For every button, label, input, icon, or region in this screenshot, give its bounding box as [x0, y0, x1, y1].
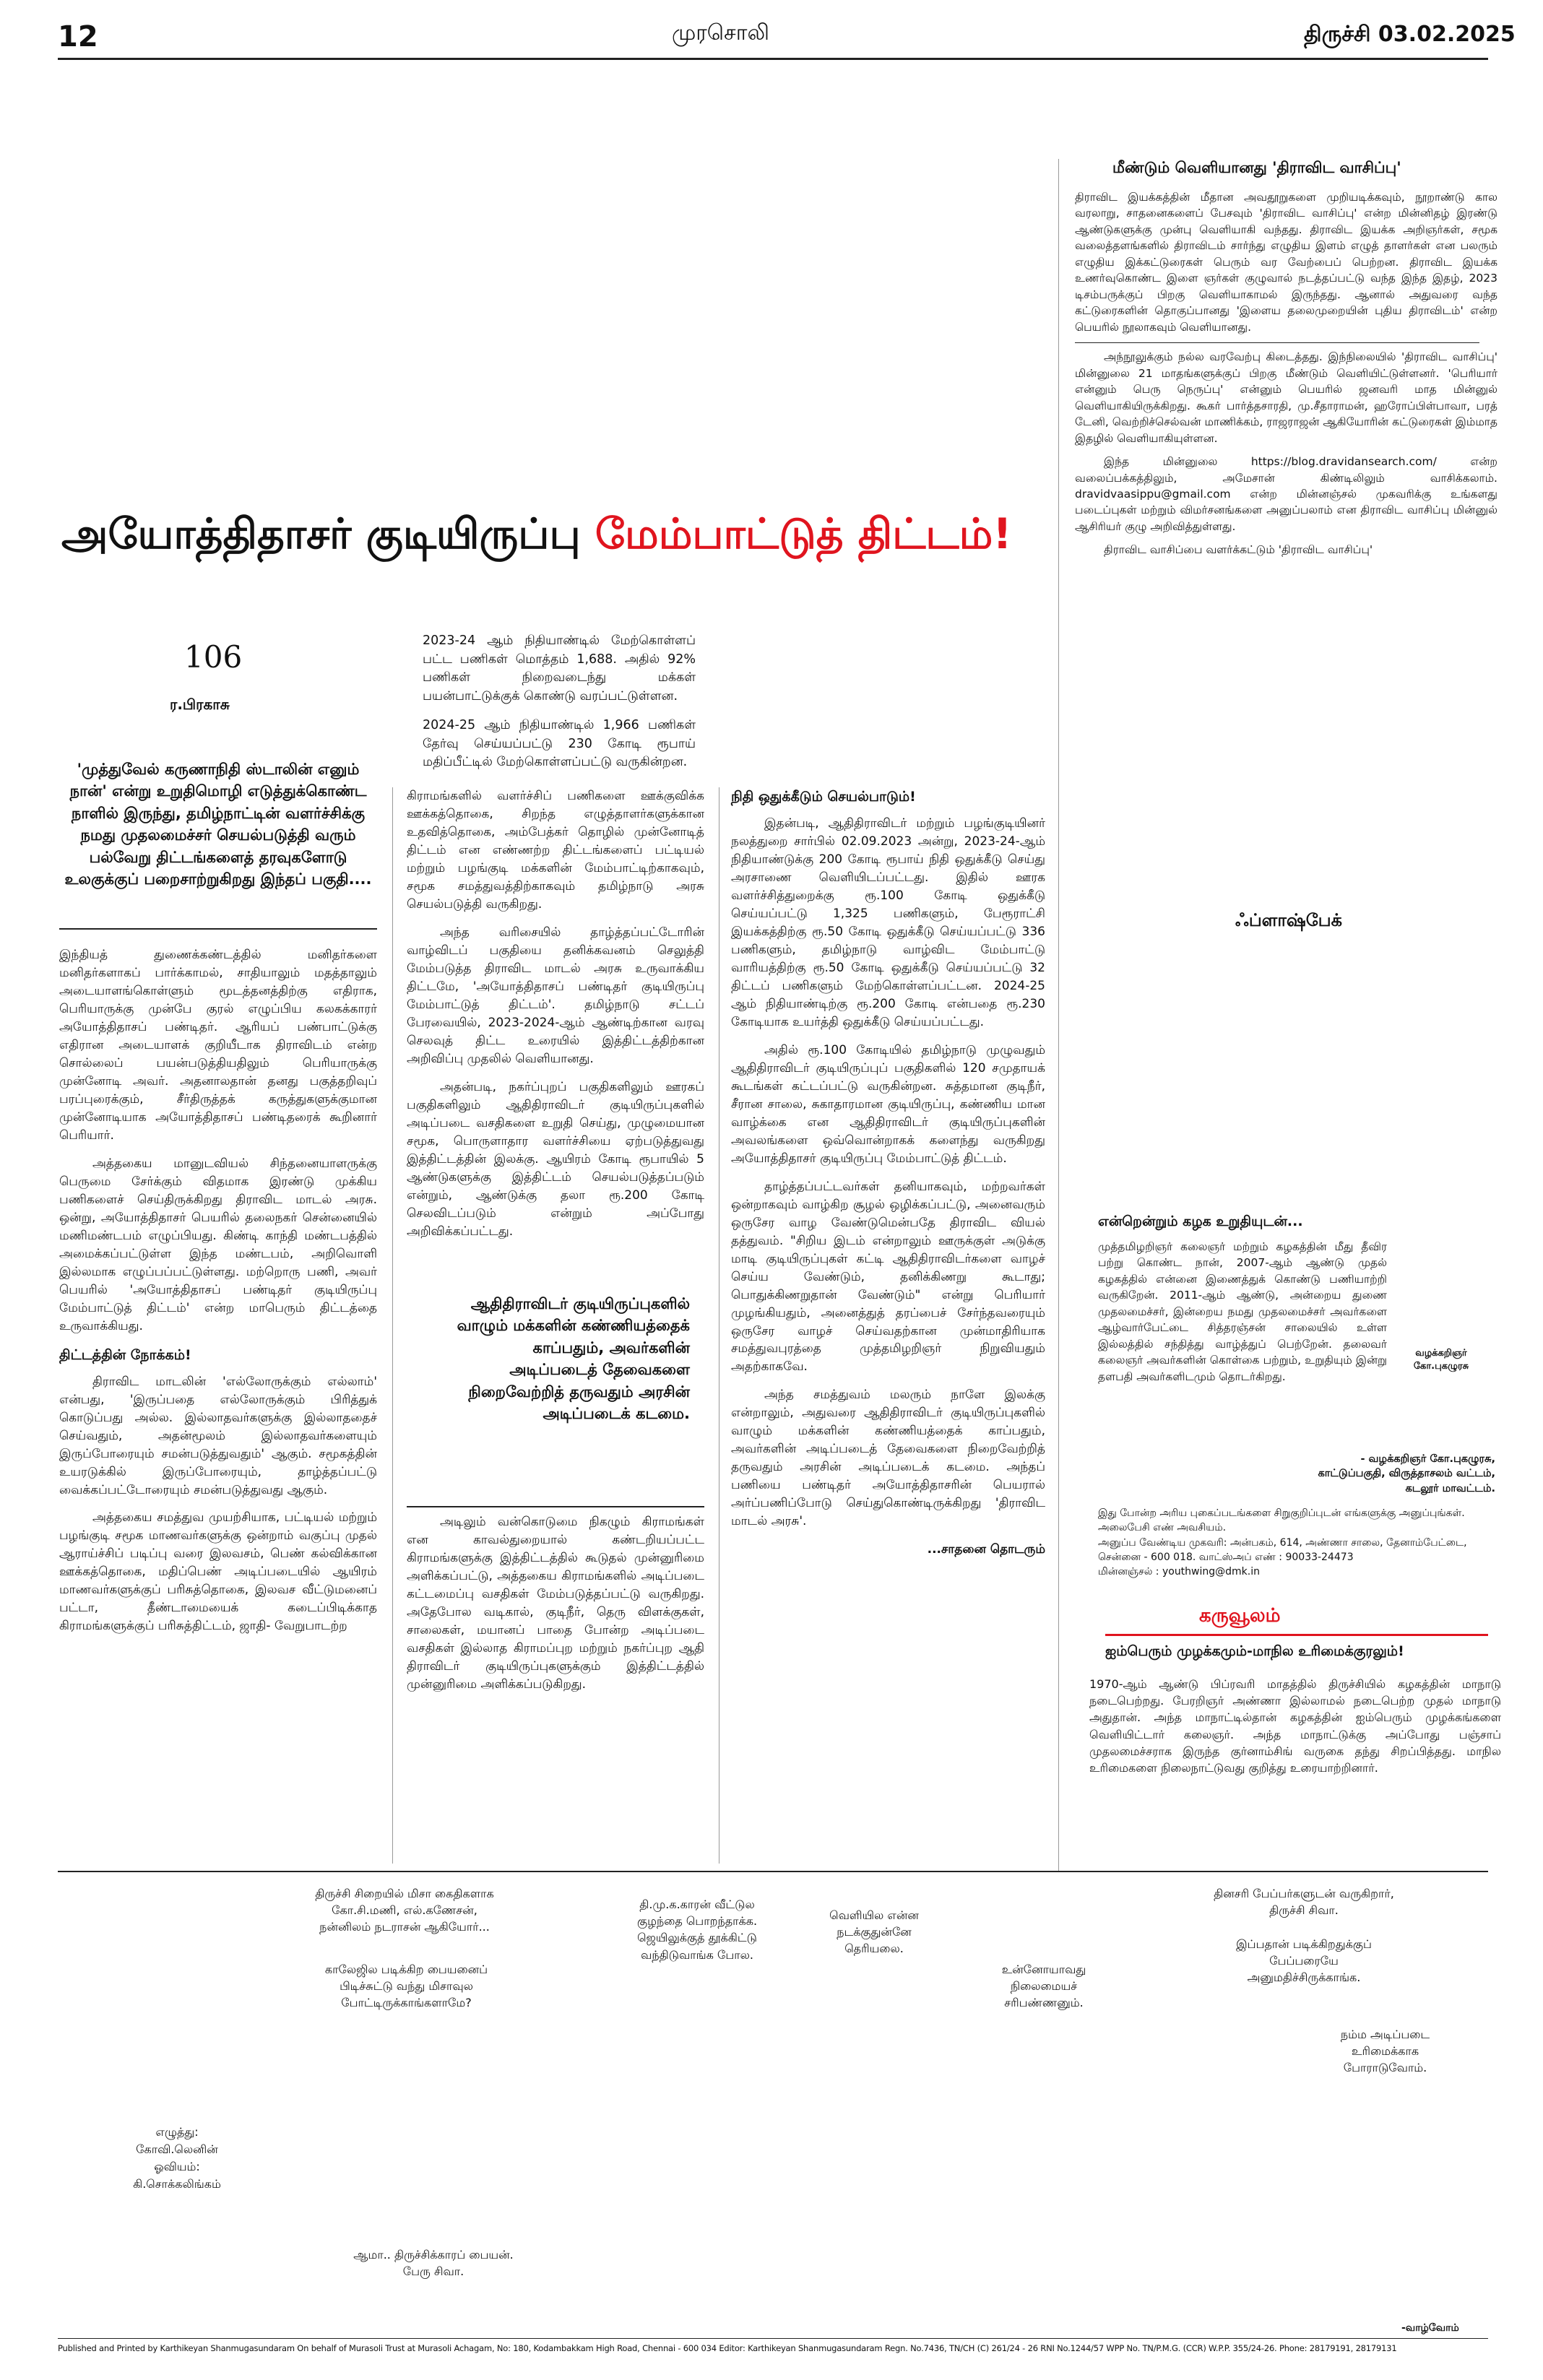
- author-byline: ர.பிரகாசு: [170, 696, 230, 713]
- pull-quote: ஆதிதிராவிடர் குடியிருப்புகளில் வாழும் மக்களின் கண்ணியத்தைக் காப்பதும், அவர்களின் அடிப்படைத் தேவைகளை நிறைவேற்றித் தருவதும் அரசின் அடிப்படைக் கடமை.: [457, 1295, 690, 1423]
- flashback-portrait: [1387, 1239, 1495, 1343]
- stats-p1: 2023-24 ஆம் நிதியாண்டில் மேற்கொள்ளப் பட்ட பணிகள் மொத்தம் 1,688. அதில் 92% பணிகள் நிறைவடைந்து மக்கள் பயன்பாட்டுக்குக் கொண்டு வரப்பட்டுள்ளன.: [423, 633, 696, 704]
- sidebar-p2: அந்நூலுக்கும் நல்ல வரவேற்பு கிடைத்தது. இந்நிலையில் 'திராவிட வாசிப்பு' மின்னுலை 21 மாதங்களுக்குப் பிறகு மீண்டும் வெளியிட்டுள்ளனர். 'பெரியார் என்னும் பெரு நெருப்பு' என்னும் பெயரில் ஜனவரி மாத மின்னுல் வெளியாகியிருக்கிறது. கூகர் பார்த்தசாரதி, மு.சீதாராமன், ஹரோப்பிள்பாவா, பரத் டேனி, வெற்றிச்செல்வன் மாணிக்கம், ராஜராஜன் ஆகியோரின் கட்டுரைகள் இம்மாத இதழில் வெளியாகியுள்ளன.: [1075, 350, 1497, 445]
- col3-p3: தாழ்த்தப்பட்டவர்கள் தனியாகவும், மற்றவர்கள் ஒன்றாகவும் வாழ்கிற சூழல் ஒழிக்கப்பட்டு, அனைவரும் ஒருசேர வாழ வேண்டுமென்பதே திராவிட வியல் தத்துவம். "சிறிய இடம் என்றாலும் ஊருக்குள் அடுக்கு மாடி குடியிருப்புகள் கட்டி ஆதிதிராவிடர்களை வாழச் செய்ய வேண்டும், தனிக்கிணறு கூடாது; பொதுக்கிணறுதான் வேண்டும்" என்று பெரியார் முழங்கியதும், அனைத்துத் தரப்பைச் சேர்ந்தவரையும் ஒருசேர வாழச் செய்வதற்கான முன்மாதிரியாக சமத்துவபுரத்தை முத்தமிழறிஞர் நிறுவியதும் அதற்காகவே.: [731, 1179, 1045, 1375]
- col2-p2: அந்த வரிசையில் தாழ்த்தப்பட்டோரின் வாழ்விடப் பகுதியை தனிக்கவனம் செலுத்தி மேம்படுத்த திராவிட மாடல் அரசு உருவாக்கிய திட்டமே, 'அயோத்திதாசப் பண்டிதர் குடியிருப்பு மேம்பாட்டுத் திட்டம்'. தமிழ்நாடு சட்டப் பேரவையில், 2023-2024-ஆம் ஆண்டிற்கான வரவு செலவுத் திட்ட உரையில் இத்திட்டத்திற்கான அறிவிப்பு முதலில் வெளியானது.: [407, 925, 704, 1066]
- headline-part2: மேம்பாட்டுத் திட்டம்!: [595, 509, 1012, 558]
- header-rule: [58, 58, 1488, 60]
- karuvoolam-body: 1970-ஆம் ஆண்டு பிப்ரவரி மாதத்தில் திருச்சியில் கழகத்தின் மாநாடு நடைபெற்றது. பேரறிஞர் அண்ணா இல்லாமல் நடைபெற்ற முதல் மாநாடு அதுதான். அந்த மாநாட்டில்தான் கழகத்தின் ஐம்பெரும் முழக்கங்களை வெளியிட்டார் கலைஞர். அந்த மாநாட்டுக்கு அப்போது பஞ்சாப் முதலமைச்சராக இருந்த குர்னாம்சிங் வருகை தந்து சிறப்பித்தது. மாநில உரிமைகளை நிலைநாட்டுவது குறித்து உரையாற்றினார்.: [1089, 1677, 1501, 1775]
- cartoon-bubble-4: வெளியில என்ன நடக்குதுன்னே தெரியலை.: [829, 1908, 919, 1956]
- continued-note: ...சாதனை தொடரும்: [927, 1542, 1045, 1557]
- cartoon-top-rule: [58, 1871, 1488, 1872]
- col1-p1: இந்தியத் துணைக்கண்டத்தில் மனிதர்களை மனிதர்களாகப் பார்க்காமல், சாதியாலும் மதத்தாலும் அடையாளங்கொள்ளும் மூடத்தனத்திற்கு எதிராக, பெரியாருக்கு முன்பே குரல் எழுப்பிய கலகக்காரர் அயோத்திதாசப் பண்டிதர். ஆரியப் பண்பாட்டுக்கு எதிரான அடையாளக் குறியீடாக திராவிடம் என்ற சொல்லைப் பயன்படுத்தியதிலும் பெரியாருக்கு முன்னோடி அவர். அதனாலதான் தனது பகுத்தறிவுப் பரப்புரைக்கும், சீர்திருத்தக் கருத்துகளுக்குமான முன்னோடியாக அயோத்திதாசப் பண்டிதரைக் கூறினார் பெரியார்.: [59, 948, 377, 1143]
- flashback-portrait-caption: [1383, 1347, 1499, 1373]
- col3-p2: அதில் ரூ.100 கோடியில் தமிழ்நாடு முழுவதும் ஆதிதிராவிடர் குடியிருப்புப் பகுதிகளில் 120 சமுதாயக் கூடங்கள் கட்டப்பட்டு வருகின்றன. சுத்தமான குடிநீர், சீரான சாலை, சுகாதாரமான குடியிருப்பு, கண்ணிய மான வாழ்க்கை என ஆதிதிராவிடர் குடியிருப்புகளின் அவலங்களை ஒவ்வொன்றாகக் களைந்து வருகிறது அயோத்திதாசர் குடியிருப்பு மேம்பாட்டுத் திட்டம்.: [731, 1042, 1045, 1166]
- col1-p3: திராவிட மாடலின் 'எல்லோருக்கும் எல்லாம்' என்பது, 'இருப்பதை எல்லோருக்கும் பிரித்துக் கொடுப்பது அல்ல. இல்லாதவர்களுக்கு இல்லாததைச் செய்வதும், அதன்மூலம் இல்லாதவர்களையும் இருப்போரையும் சமன்படுத்துவதும்' ஆகும். சமூகத்தின் உயரடுக்கில் இருப்போரையும், தாழ்த்தப்பட்டு வைக்கப்பட்டோரையும் சமன்படுத்துவது ஆகும்.: [59, 1374, 377, 1497]
- karuvoolam-rule: [1105, 1634, 1488, 1636]
- credit-artist: கி.சொக்கலிங்கம்: [133, 2177, 221, 2191]
- to-be-continued: -வாழ்வோம்: [1401, 2322, 1459, 2334]
- flashback-photo: [1084, 939, 1503, 1199]
- karuvoolam-title: கருவூலம்: [1199, 1605, 1281, 1627]
- sidebar-p4: திராவிட வாசிப்பை வளர்க்கட்டும் 'திராவிட வாசிப்பு': [1104, 543, 1373, 557]
- sidebar-p1: திராவிட இயக்கத்தின் மீதான அவதூறுகளை முறியடிக்கவும், நூறாண்டு கால வரலாறு, சாதனைகளைப் பேசவும் 'திராவிட வாசிப்பு' என்ற மின்னிதழ் இரண்டு ஆண்டுகளுக்கு முன்பு வெளியாகி வந்தது. திராவிட இயக்க அறிஞர்கள், சமூக வலைத்தளங்களில் திராவிடம் சார்ந்து எழுதிய இளம் எழுத் தாளர்கள் என பலரும் எழுதிய இக்கட்டுரைகள் பெரும் வர வேற்பைப் பெற்றன. திராவிட இயக்க உணர்வுகொண்ட இளை ஞர்கள் குழுவால் நடத்தப்பட்டு வந்த இந்த இதழ், 2023 டிசம்பருக்குப் பிறகு வெளியாகாமல் இருந்தது. ஆனால் அதுவரை வந்த கட்டுரைகளின் தொகுப்பானது 'இளைய தலைமுறையின் புதிய திராவிடம்' என்ற பெயரில் நூலாகவும் வெளியானது.: [1075, 191, 1497, 334]
- caption-line1: வழக்கறிஞர்: [1415, 1348, 1467, 1359]
- page-number: 12: [58, 20, 98, 53]
- column-divider-3: [1058, 159, 1059, 1871]
- col3-subhead: நிதி ஒதுக்கீடும் செயல்பாடும்!: [731, 789, 916, 805]
- invite-line1: இது போன்ற அரிய புகைப்படங்களை சிறுகுறிப்புடன் எங்களுக்கு அனுப்புங்கள். அலைபேசி எண் அவசியம்.: [1098, 1507, 1465, 1534]
- headline: [61, 509, 1087, 564]
- col1-subhead: திட்டத்தின் நோக்கம்!: [59, 1346, 191, 1363]
- column-divider-1: [392, 787, 393, 1864]
- cartoon-bubble-3: தி.மு.க.காரன் வீட்டுல குழந்தை பொறந்தாக்க. ஜெயிலுக்குத் தூக்கிட்டு வந்திடுவாங்க போல.: [636, 1897, 758, 1962]
- cartoon-caption-6: தினசரி பேப்பர்களுடன் வருகிறார், திருச்சி சிவா.: [1214, 1887, 1394, 1918]
- col1-p2: அத்தகைய மானுடவியல் சிந்தனையாளருக்கு பெருமை சேர்க்கும் விதமாக இரண்டு முக்கிய பணிகளைச் செய்திருக்கிறது திராவிட மாடல் அரசு. ஒன்று, அயோத்திதாசர் பெயரில் தலைநகர் சென்னையில் மணிமண்டபம் எழுப்பியது. கிண்டி காந்தி மண்டபத்தில் அமைக்கப்பட்டுள்ள இந்த மண்டபம், அறிவொளி இல்லமாக எழுப்பப்பட்டுள்ளது. மற்றொரு பணி, அவர் பெயரில் 'அயோத்திதாசப் பண்டிதர் குடியிருப்பு மேம்பாட்டுத் திட்டம்' என்ற மாபெரும் திட்டத்தை உருவாக்கியது.: [59, 1156, 377, 1333]
- stats-box: [423, 632, 696, 782]
- article-column-2: [407, 787, 704, 1251]
- pull-quote-rule: [407, 1506, 704, 1507]
- flashback-invite: [1098, 1506, 1495, 1579]
- cartoon-bubble-8: நம்ம அடிப்படை உரிமைக்காக போராடுவோம்.: [1340, 2028, 1430, 2075]
- flashback-body: முத்தமிழறிஞர் கலைஞர் மற்றும் கழகத்தின் மீது தீவிர பற்று கொண்ட நான், 2007-ஆம் ஆண்டு முதல் கழகத்தில் என்னை இணைத்துக் கொண்டு பணியாற்றி வருகிறேன். 2011-ஆம் ஆண்டு, அன்றைய துணை முதலமைச்சர், இன்றைய நமது முதலமைச்சர் அவர்களை ஆழ்வார்பேட்டை சித்தரஞ்சன் சாலையில் உள்ள இல்லத்தில் சந்தித்து வாழ்த்துப் பெற்றேன். தலைவர் கலைஞர் அவர்களின் கொள்கை பற்றும், உறுதியும் இன்று தளபதி அவர்களிடமும் தொடர்கிறது.: [1098, 1240, 1387, 1383]
- series-number: 106: [184, 639, 243, 675]
- paper-name: முரசொலி: [672, 20, 769, 46]
- signature-line3: கடலூர் மாவட்டம்.: [1405, 1482, 1495, 1494]
- headline-part1: அயோத்திதாசர் குடியிருப்பு: [61, 509, 581, 558]
- col1-p4: அத்தகைய சமத்துவ முயற்சியாக, பட்டியல் மற்றும் பழங்குடி சமூக மாணவர்களுக்கு ஒன்றாம் வகுப்பு முதல் ஆராய்ச்சிப் படிப்பு வரை இலவசம், பெண் கல்விக்கான ஊக்கத்தொகை, மதிப்பெண் அடிப்படையில் ஆயிரம் மாணவர்களுக்குப் பரிசுத்தொகை, இலவச வீட்டுமனைப் பட்டா, தீண்டாமையைக் கடைப்பிடிக்காத கிராமங்களுக்குப் பரிசுத்திட்டம், ஜாதி- வேறுபாடற்ற: [59, 1510, 377, 1634]
- edition-date: திருச்சி 03.02.2025: [1304, 22, 1516, 47]
- cartoon-bubble-5: உன்னோயாவது நிலைமையச் சரிபண்ணனும்.: [1001, 1963, 1086, 2010]
- col3-p1: இதன்படி, ஆதிதிராவிடர் மற்றும் பழங்குடியினர் நலத்துறை சார்பில் 02.09.2023 அன்று, 2023-24-ஆம் நிதியாண்டுக்கு 200 கோடி ரூபாய் நிதி ஒதுக்கீடு செய்து அரசாணை வெளியிடப்பட்டது. இதில் ஊரக வளர்ச்சித்துறைக்கு ரூ.100 கோடி ஒதுக்கீடு செய்யப்பட்டு 1,325 பணிகளும், பேரூராட்சி இயக்கத்திற்கு ரூ.50 கோடி ஒதுக்கீடு செய்யப்பட்டு 336 பணிகளும், தமிழ்நாடு வாழ்விட மேம்பாட்டு வாரியத்திற்கு ரூ.50 கோடி ஒதுக்கீடு செய்யப்பட்டு 32 திட்டப் பணிகளும் மேற்கொள்ளப்பட்டன. 2024-25 ஆம் நிதியாண்டிற்கு ரூ.200 கோடி என்பதை ரூ.230 கோடியாக உயர்த்தி ஒதுக்கீடு செய்யப்பட்டது.: [731, 815, 1045, 1029]
- credit-writer-label: எழுத்து:: [155, 2125, 199, 2139]
- intro-rule: [59, 928, 377, 930]
- flashback-title: ஃப்ளாஷ்பேக்: [1235, 910, 1342, 930]
- cartoon-bubble-9: ஆமா.. திருச்சிக்காரப் பையன். பேரு சிவா.: [353, 2248, 514, 2279]
- karuvoolam-heading: ஐம்பெரும் முழக்கமும்-மாநில உரிமைக்குரலும்!: [1105, 1643, 1404, 1659]
- article-column-1: [59, 946, 377, 1645]
- cartoon-credits: [90, 2124, 264, 2193]
- cartoon-caption-1: திருச்சி சிறையில் மிசா கைதிகளாக கோ.சி.மணி, எல்.கணேசன், நன்னிலம் நடராசன் ஆகியோர்...: [315, 1887, 494, 1934]
- sidebar-inner-rule: [1075, 342, 1479, 343]
- sidebar-title: மீண்டும் வெளியானது 'திராவிட வாசிப்பு': [1112, 159, 1401, 176]
- imprint-rule: [58, 2338, 1488, 2339]
- credit-writer: கோவி.லெனின்: [136, 2142, 218, 2156]
- imprint-line: Published and Printed by Karthikeyan Shanmugasundaram On behalf of Murasoli Trust at Murasoli Achagam, No: 180, Kodambakkam High Road, Chennai - 600 034 Editor: Karthikeyan Shanmugasundaram Regn. No.7436, TN/CH (C) 261/24 - 26 RNI No.1244/57 WPP No. TN/P.M.G. (CCR) W.P.P. 355/24-26. Phone: 28179191, 28179131: [58, 2343, 1397, 2353]
- invite-line3: மின்னஞ்சல் : youthwing@dmk.in: [1098, 1566, 1260, 1578]
- article-column-2b: [407, 1513, 704, 1704]
- signature-line2: காட்டுப்பகுதி, விருத்தாசலம் வட்டம்,: [1318, 1468, 1495, 1480]
- cartoon-bubble-7: இப்பதான் படிக்கிறதுக்குப் பேப்பரையே அனுமதிச்சிருக்காங்க.: [1236, 1937, 1372, 1985]
- col3-p4: அந்த சமத்துவம் மலரும் நாளே இலக்கு என்றாலும், அதுவரை ஆதிதிராவிடர் குடியிருப்புகளில் வாழும் மக்களின் கண்ணியத்தைக் காப்பதும், அவர்களின் அடிப்படைத் தேவைகளை நிறைவேற்றித் தருவதும் அரசின் அடிப்படைக் கடமை. அந்தப் பணியை பண்டிதர் அயோத்திதாசரின் பெயரால் அர்ப்பணிப்போடு செய்துகொண்டிருக்கிறது 'திராவிட மாடல் அரசு'.: [731, 1388, 1045, 1529]
- signature-line1: - வழக்கறிஞர் கோ.புகழுரசு,: [1360, 1453, 1495, 1465]
- col2-p4: அடிலும் வன்கொடுமை நிகழும் கிராமங்கள் என காவல்துறையால் கண்டறியப்பட்ட கிராமங்களுக்கு இத்திட்டத்தில் கூடுதல் முன்னுரிமை அளிக்கப்பட்டு, அத்தகைய கிராமங்களில் அடிப்படை கட்டமைப்பு வசதிகள் மேம்படுத்தப்பட்டு வருகிறது. அதேபோல வடிகால், குடிநீர், தெரு விளக்குகள், சாலைகள், மயானப் பாதை போன்ற அடிப்படை வசதிகள் இல்லாத கிராமப்புற மற்றும் நகர்ப்புற ஆதி திராவிடர் குடியிருப்புகளுக்கும் இத்திட்டத்தில் முன்னுரிமை அளிக்கப்படுகிறது.: [407, 1515, 704, 1692]
- invite-line2: அனுப்ப வேண்டிய முகவரி: அன்பகம், 614, அண்ணா சாலை, தேனாம்பேட்டை, சென்னை - 600 018. வாட்ஸ்அப் எண் : 90033-24473: [1098, 1536, 1467, 1563]
- stats-p2: 2024-25 ஆம் நிதியாண்டில் 1,966 பணிகள் தேர்வு செய்யப்பட்டு 230 கோடி ரூபாய் மதிப்பீட்டில் மேற்கொள்ளப்பட்டு வருகின்றன.: [423, 717, 696, 770]
- col2-p3: அதன்படி, நகர்ப்புறப் பகுதிகளிலும் ஊரகப் பகுதிகளிலும் ஆதிதிராவிடர் குடியிருப்புகளில் அடிப்படை வசதிகளை உறுதி செய்து, முழுமையான சமூக, பொருளாதார வளர்ச்சியை ஏற்படுத்துவது இத்திட்டத்தின் இலக்கு. ஆயிரம் கோடி ரூபாயில் 5 ஆண்டுகளுக்கு இத்திட்டம் செயல்படுத்தப்படும் என்றும், ஆண்டுக்கு தலா ரூ.200 கோடி செலவிடப்படும் என்றும் அப்போது அறிவிக்கப்பட்டது.: [407, 1079, 704, 1239]
- cartoon-bubble-2: காலேஜில படிக்கிற பையனைப் பிடிச்சுட்டு வந்து மிசாவுல போட்டிருக்காங்களாமே?: [324, 1963, 488, 2010]
- flashback-signature: [1228, 1452, 1495, 1496]
- caption-line2: கோ.புகழுரசு: [1413, 1361, 1469, 1372]
- sidebar-p3: இந்த மின்னுலை https://blog.dravidansearch.com/ என்ற வலைப்பக்கத்திலும், அமேசான் கிண்டிலிலும் வாசிக்கலாம். dravidvaasippu@gmail.com என்ற மின்னஞ்சல் முகவரிக்கு உங்களது படைப்புகள் மற்றும் விமர்சனங்களை அனுப்பலாம் என திராவிட வாசிப்பு மின்னுல் ஆசிரியர் குழு அறிவித்துள்ளது.: [1075, 455, 1497, 533]
- col2-p1: கிராமங்களில் வளர்ச்சிப் பணிகளை ஊக்குவிக்க ஊக்கத்தொகை, சிறந்த எழுத்தாளர்களுக்கான உதவித்தொகை, அம்பேத்கர் தொழில் முன்னோடித் திட்டம் என எண்ணற்ற திட்டங்களைப் பட்டியல் மற்றும் பழங்குடி மக்களின் மேம்பாட்டிற்காகவும், சமூக சமத்துவத்திற்காகவும் தமிழ்நாடு அரசு செயல்படுத்தி வருகிறது.: [407, 789, 704, 912]
- series-intro: 'முத்துவேல் கருணாநிதி ஸ்டாலின் எனும் நான்' என்று உறுதிமொழி எடுத்துக்கொண்ட நாளில் இருந்து, தமிழ்நாட்டின் வளர்ச்சிக்கு நமது முதலமைச்சர் செயல்படுத்தி வரும் பல்வேறு திட்டங்களைத் தரவுகளோடு உலகுக்குப் பறைசாற்றுகிறது இந்தப் பகுதி....: [64, 761, 372, 888]
- credit-artist-label: ஓவியம்:: [154, 2160, 200, 2173]
- flashback-heading: என்றென்றும் கழக உறுதியுடன்...: [1098, 1213, 1303, 1229]
- article-column-3: [731, 787, 1045, 1559]
- sidebar-body: [1075, 189, 1497, 558]
